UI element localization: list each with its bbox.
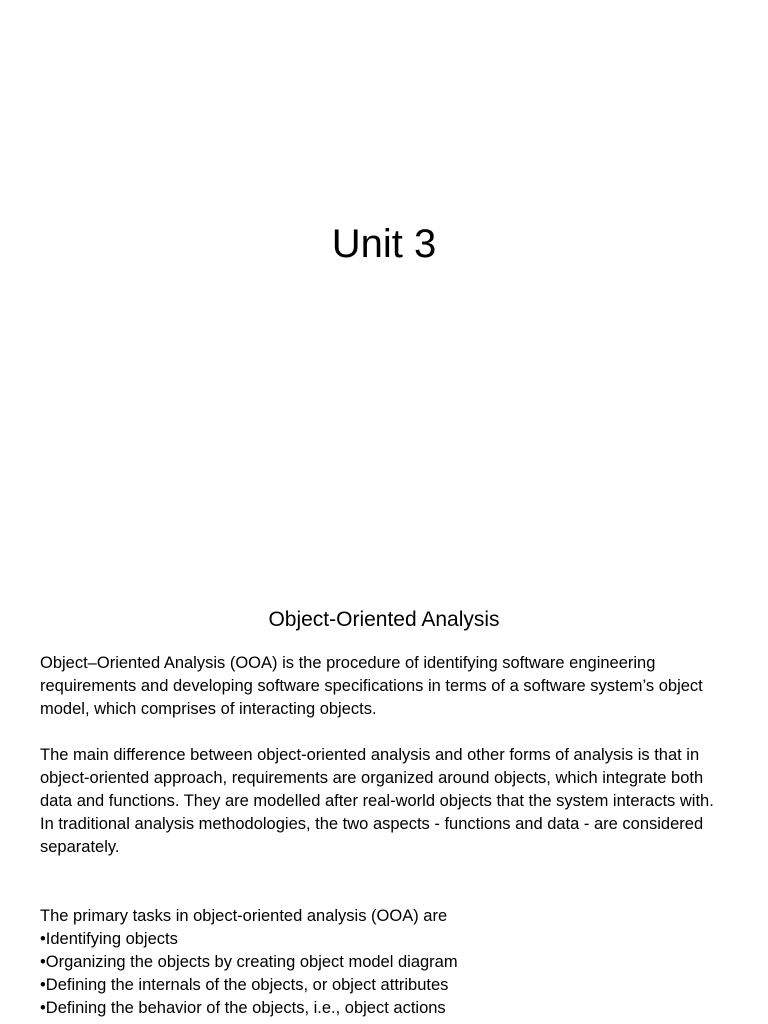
list-item: •Defining the internals of the objects, or object attributes: [40, 976, 449, 994]
tasks-list: [40, 928, 720, 1020]
content-body: [40, 652, 720, 1020]
list-item: •Identifying objects: [40, 930, 178, 948]
paragraph-spacer: [40, 721, 720, 744]
tasks-intro: The primary tasks in object-oriented analysis (OOA) are: [40, 907, 448, 925]
paragraph-ooa-definition: Object–Oriented Analysis (OOA) is the procedure of identifying software engineering requirements and developing software specifications in terms of a software system’s object model, which comprises of interacting objects.: [40, 654, 703, 718]
list-item: •Organizing the objects by creating object model diagram: [40, 953, 458, 971]
slide-title: Unit 3: [331, 222, 437, 266]
paragraph-spacer: [40, 859, 720, 905]
content-slide: [0, 576, 768, 1024]
content-heading: Object-Oriented Analysis: [268, 608, 500, 631]
paragraph-ooa-difference: The main difference between object-oriented analysis and other forms of analysis is that in object-oriented approach, requirements are organized around objects, which integrate both data and functions. They are modelled after real-world objects that the system interacts with. In traditional analysis methodologies, the two aspects - functions and data - are considered separately.: [40, 746, 714, 856]
list-item: •Defining the behavior of the objects, i.e., object actions: [40, 999, 446, 1017]
